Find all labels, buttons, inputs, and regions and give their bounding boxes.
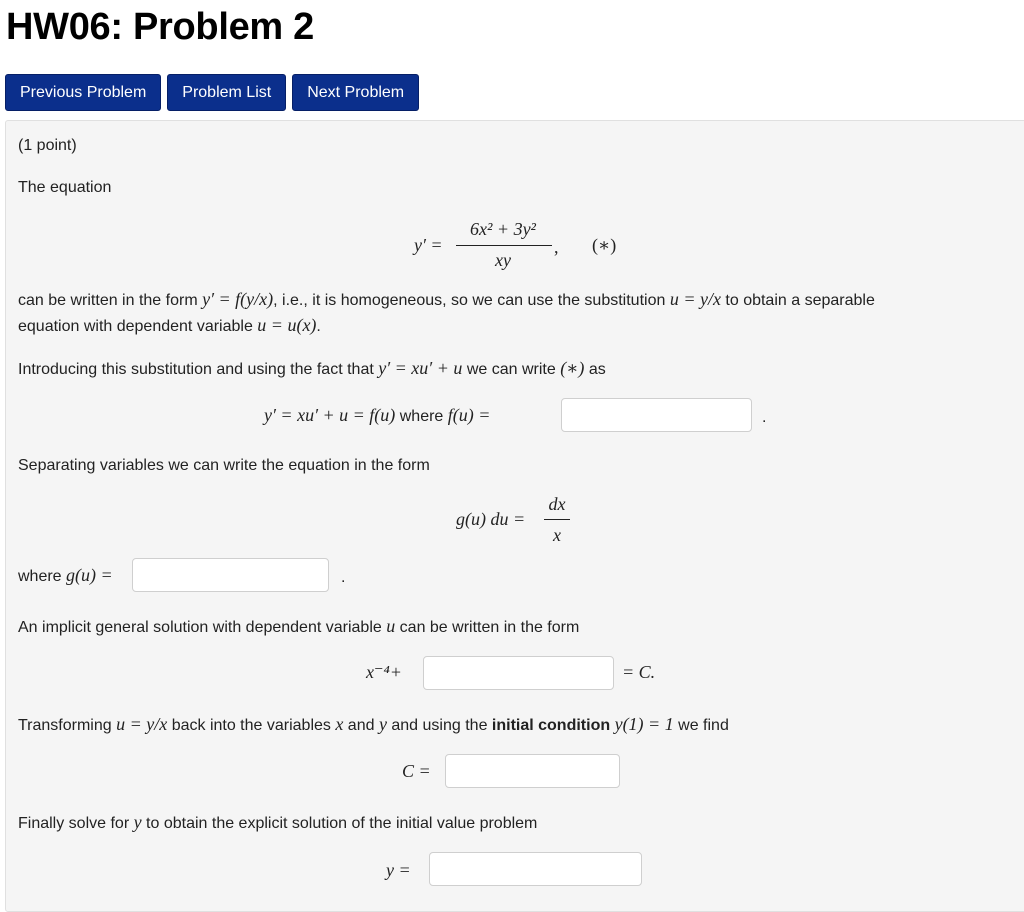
constant-c-input[interactable] xyxy=(445,754,620,788)
g-u-period: . xyxy=(341,569,346,586)
previous-problem-button[interactable]: Previous Problem xyxy=(5,74,161,111)
eq1-tag: (∗) xyxy=(592,235,617,255)
constant-c-label: C = xyxy=(402,761,431,781)
paragraph-initial-condition: Transforming u = y/x back into the variables x and y and using the initial condition y(1) = 1 we find xyxy=(18,714,729,734)
paragraph-implicit: An implicit general solution with dependent variable u can be written in the form xyxy=(18,616,580,636)
equation-f-u: y′ = xu′ + u = f(u) where f(u) = xyxy=(264,405,491,425)
page-title: HW06: Problem 2 xyxy=(6,6,315,48)
paragraph-homogeneous-line2: equation with dependent variable u = u(x). xyxy=(18,315,321,335)
eq3-lhs: g(u) du = xyxy=(456,509,526,529)
eq3-numerator: dx xyxy=(548,494,566,514)
eq1-numerator: 6x² + 3y² xyxy=(470,219,536,239)
problem-list-button[interactable]: Problem List xyxy=(167,74,286,111)
implicit-rhs: = C. xyxy=(622,662,656,682)
problem-navigation xyxy=(5,74,419,111)
implicit-solution-input[interactable] xyxy=(423,656,614,690)
next-problem-button[interactable]: Next Problem xyxy=(292,74,419,111)
explicit-y-label: y = xyxy=(386,860,411,880)
implicit-lhs: x⁻⁴+ xyxy=(366,662,402,682)
eq3-fraction-bar xyxy=(544,519,570,520)
eq1-fraction-bar xyxy=(456,245,552,246)
intro-text: The equation xyxy=(18,179,112,196)
points-label: (1 point) xyxy=(18,137,77,154)
paragraph-homogeneous: can be written in the form y′ = f(y/x), i.e., it is homogeneous, so we can use the substitution u = y/x to obtain a separable xyxy=(18,289,875,309)
eq1-comma: , xyxy=(554,237,559,257)
eq1-lhs: y′ = xyxy=(414,235,443,255)
paragraph-separating: Separating variables we can write the equation in the form xyxy=(18,457,430,474)
eq1-denominator: xy xyxy=(495,250,511,270)
eq2-period: . xyxy=(762,409,767,426)
f-u-answer-input[interactable] xyxy=(561,398,752,432)
g-u-answer-input[interactable] xyxy=(132,558,329,592)
eq3-denominator: x xyxy=(553,525,561,545)
where-g-u-label: where g(u) = xyxy=(18,565,113,585)
paragraph-explicit: Finally solve for y to obtain the explicit solution of the initial value problem xyxy=(18,812,538,832)
explicit-y-input[interactable] xyxy=(429,852,642,886)
paragraph-substitution: Introducing this substitution and using the fact that y′ = xu′ + u we can write (∗) as xyxy=(18,358,606,378)
problem-panel xyxy=(5,120,1024,912)
